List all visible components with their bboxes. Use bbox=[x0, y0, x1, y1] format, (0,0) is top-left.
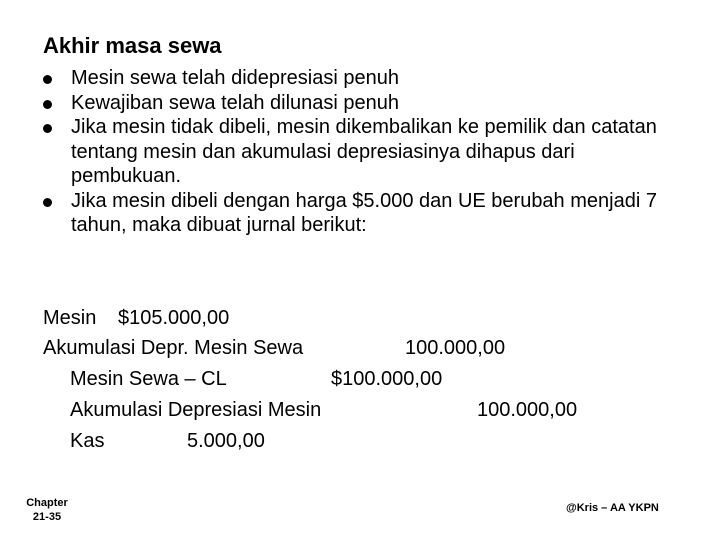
journal-account: Mesin Sewa – CL bbox=[70, 368, 227, 390]
journal-account: Akumulasi Depr. Mesin Sewa bbox=[43, 337, 304, 359]
journal-amount: 100.000,00 bbox=[405, 337, 506, 359]
journal-account: Kas bbox=[70, 430, 105, 452]
journal-account: Mesin bbox=[43, 307, 97, 329]
bullet-item bbox=[43, 115, 683, 189]
chapter-page-number: 21-35 bbox=[32, 511, 62, 523]
bullet-item bbox=[43, 66, 683, 91]
bullet-dot-icon bbox=[43, 75, 52, 84]
journal-amount: $100.000,00 bbox=[331, 368, 443, 390]
journal-amount: 100.000,00 bbox=[477, 399, 578, 421]
bullet-text: Mesin sewa telah didepresiasi penuh bbox=[71, 67, 399, 89]
bullet-text: Kewajiban sewa telah dilunasi penuh bbox=[71, 91, 400, 114]
bullet-dot-icon bbox=[43, 100, 52, 109]
bullet-item bbox=[43, 189, 683, 238]
slide-title: Akhir masa sewa bbox=[43, 33, 222, 58]
bullet-list bbox=[43, 66, 683, 238]
bullet-text: Jika mesin dibeli dengan harga $5.000 dan UE berubah menjadi 7 tahun, maka dibuat jurnal berikut: bbox=[71, 189, 657, 236]
bullet-dot-icon bbox=[43, 198, 52, 207]
journal-account: Akumulasi Depresiasi Mesin bbox=[70, 399, 322, 421]
chapter-footer bbox=[21, 496, 73, 524]
bullet-item bbox=[43, 91, 683, 116]
journal-amount: 5.000,00 bbox=[187, 430, 265, 452]
chapter-label: Chapter bbox=[26, 497, 68, 509]
credit-footer: @Kris – AA YKPN bbox=[566, 502, 659, 514]
bullet-dot-icon bbox=[43, 124, 52, 133]
bullet-text: Jika mesin tidak dibeli, mesin dikembalikan ke pemilik dan catatan tentang mesin dan akumulasi depresiasinya dihapus dari pembukuan. bbox=[71, 116, 657, 187]
journal-amount: $105.000,00 bbox=[118, 307, 230, 329]
